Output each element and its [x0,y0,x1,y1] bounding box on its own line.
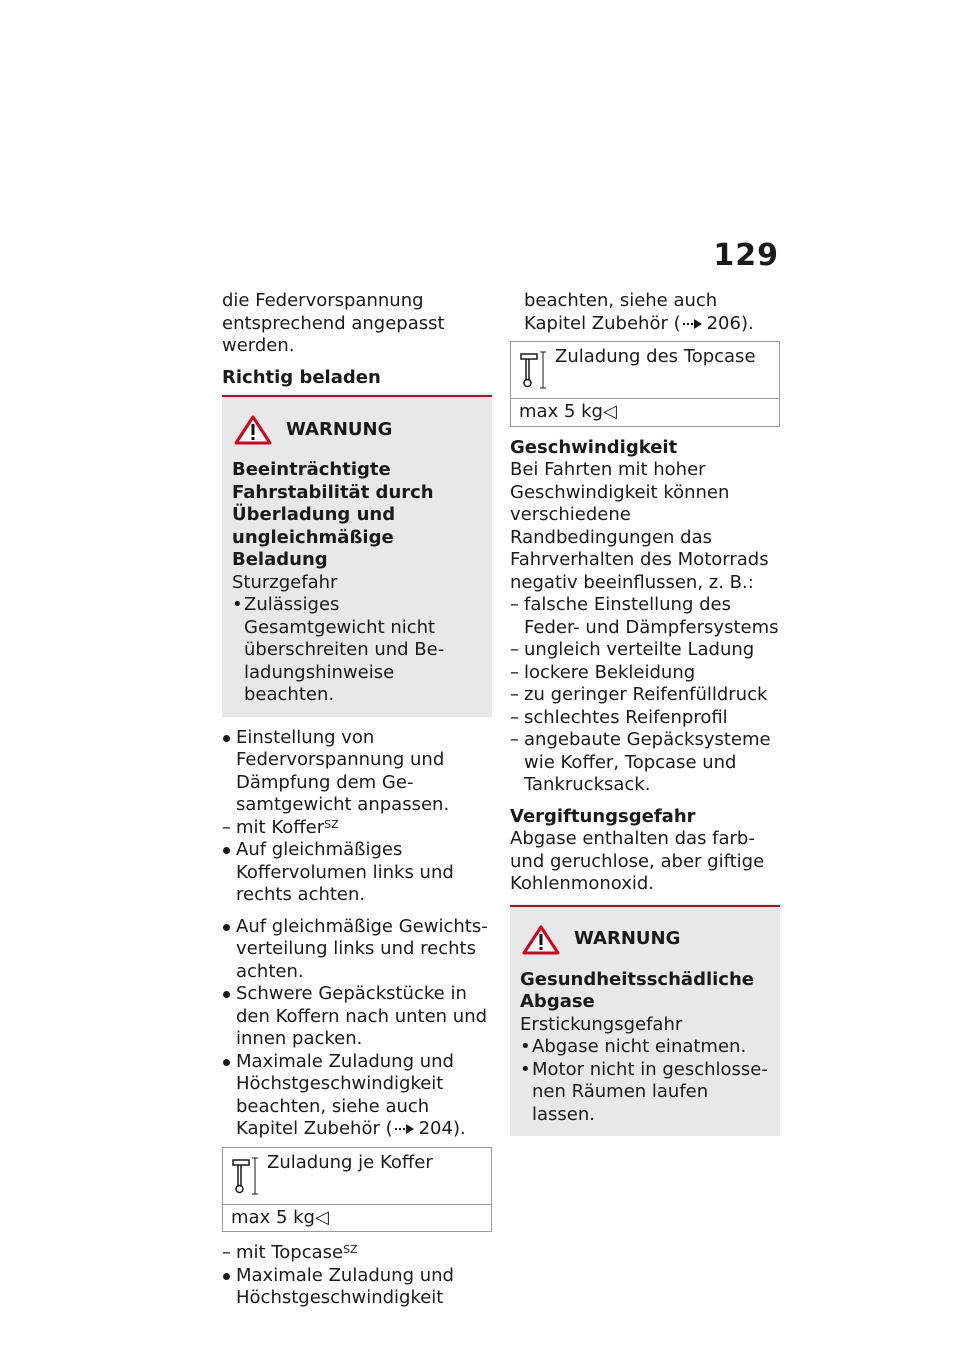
dash-item-topcase: – mit Topcase$^{SZ}$ [222,1242,358,1263]
warning-header [522,925,770,955]
list-item: – lockere Bekleidung [510,661,696,683]
right-column [510,290,780,1146]
bullet-dot-icon [223,991,230,998]
warning-subtitle: Gesundheitsschädliche Abgase [520,968,754,1012]
speed-heading: Geschwindigkeit [510,436,678,458]
spec-table-topcase [510,341,780,427]
weight-load-icon [230,1156,260,1196]
speed-text: Bei Fahrten mit hoher Geschwindigkeit können verschiedene Randbedingungen das Fahrverhalten des Motorrads negativ beeinflussen, z. B.: [510,459,769,593]
dash-item-koffer: – mit Koffer$^{SZ}$ [222,816,339,838]
bullet-dot-icon [223,847,230,854]
warning-triangle-icon [522,925,560,955]
spec-value: max 5 kg◁ [511,398,779,426]
reference-arrow-icon [683,318,703,330]
spec-table-koffer [222,1147,492,1233]
page-reference-link[interactable]: 206). [706,312,754,334]
warning-triangle-icon [234,415,272,445]
list-item: – ungleich verteilte Ladung [510,639,755,660]
weight-load-icon [518,350,548,390]
list-item: Einstellung von Federvorspannung und Dämpfung dem Gesamtgewicht anpassen. [222,727,492,817]
page-number: 129 [713,238,779,273]
continued-text: beachten, siehe auch Kapitel Zubehör ( 206). [524,290,754,334]
list-item: Auf gleichmäßiges Koffervolumen links und rechts achten. [222,839,492,907]
warning-header [234,415,482,445]
list-item: – zu geringer Reifenfülldruck [510,684,768,705]
poison-text: Abgase enthalten das farb- und geruchlose, aber giftige Kohlenmonoxid. [510,828,765,894]
intro-text: die Federvorspannung entsprechend angepasst werden. [222,290,445,356]
list-item: Schwere Gepäckstücke in den Koffern nach unten und innen packen. [222,983,492,1051]
sz-marker: SZ [343,1243,358,1256]
bullet-dot-icon [223,1059,230,1066]
spec-label: Zuladung des Topcase [555,346,756,367]
warning-bullet: • Zulässiges Gesamtgewicht nicht überschreiten und Beladungshinweise beachten. [232,594,445,705]
spec-value: max 5 kg◁ [223,1204,491,1232]
poison-heading: Vergiftungsgefahr [510,805,696,827]
sz-marker: SZ [324,817,339,831]
list-item: Auf gleichmäßige Gewichtsverteilung links und rechts achten. [222,916,492,984]
page-reference-link[interactable]: 204). [418,1118,466,1139]
list-item: – angebaute Gepäcksysteme wie Koffer, Topcase und Tankrucksack. [510,729,771,795]
warning-subtitle: Beeinträchtigte Fahrstabilität durch Überladung und ungleichmäßige Beladung [232,459,434,570]
left-column [222,290,492,1310]
list-item: Maximale Zuladung und Höchstgeschwindigkeit beachten, siehe auch Kapitel Zubehör ( 204). [222,1051,492,1141]
warning-box [510,907,780,1137]
warning-consequence: Erstickungsgefahr [520,1013,683,1035]
list-item: – schlechtes Reifenprofil [510,706,728,728]
reference-arrow-icon [395,1123,415,1135]
speed-dash-list [510,594,780,797]
warning-bullet: • Abgase nicht einatmen. [520,1036,747,1057]
warning-title: WARNUNG [574,928,681,950]
bullet-marker: • [232,594,243,615]
section-title: Richtig beladen [222,366,381,388]
bullet-dot-icon [223,1273,230,1280]
warning-bullet: • Motor nicht in geschlossenen Räumen laufen lassen. [520,1058,768,1125]
bullet-dot-icon [223,735,230,742]
list-item: Maximale Zuladung und Höchstgeschwindigkeit [222,1265,492,1310]
warning-title: WARNUNG [286,418,393,440]
bullet-marker: • [520,1058,531,1080]
spec-label: Zuladung je Koffer [267,1151,433,1173]
bullet-marker: • [520,1036,531,1057]
bullet-dot-icon [223,924,230,931]
warning-box [222,397,492,717]
warning-consequence: Sturzgefahr [232,571,338,593]
list-item: – falsche Einstellung des Feder- und Dämpfersystems [510,594,779,638]
